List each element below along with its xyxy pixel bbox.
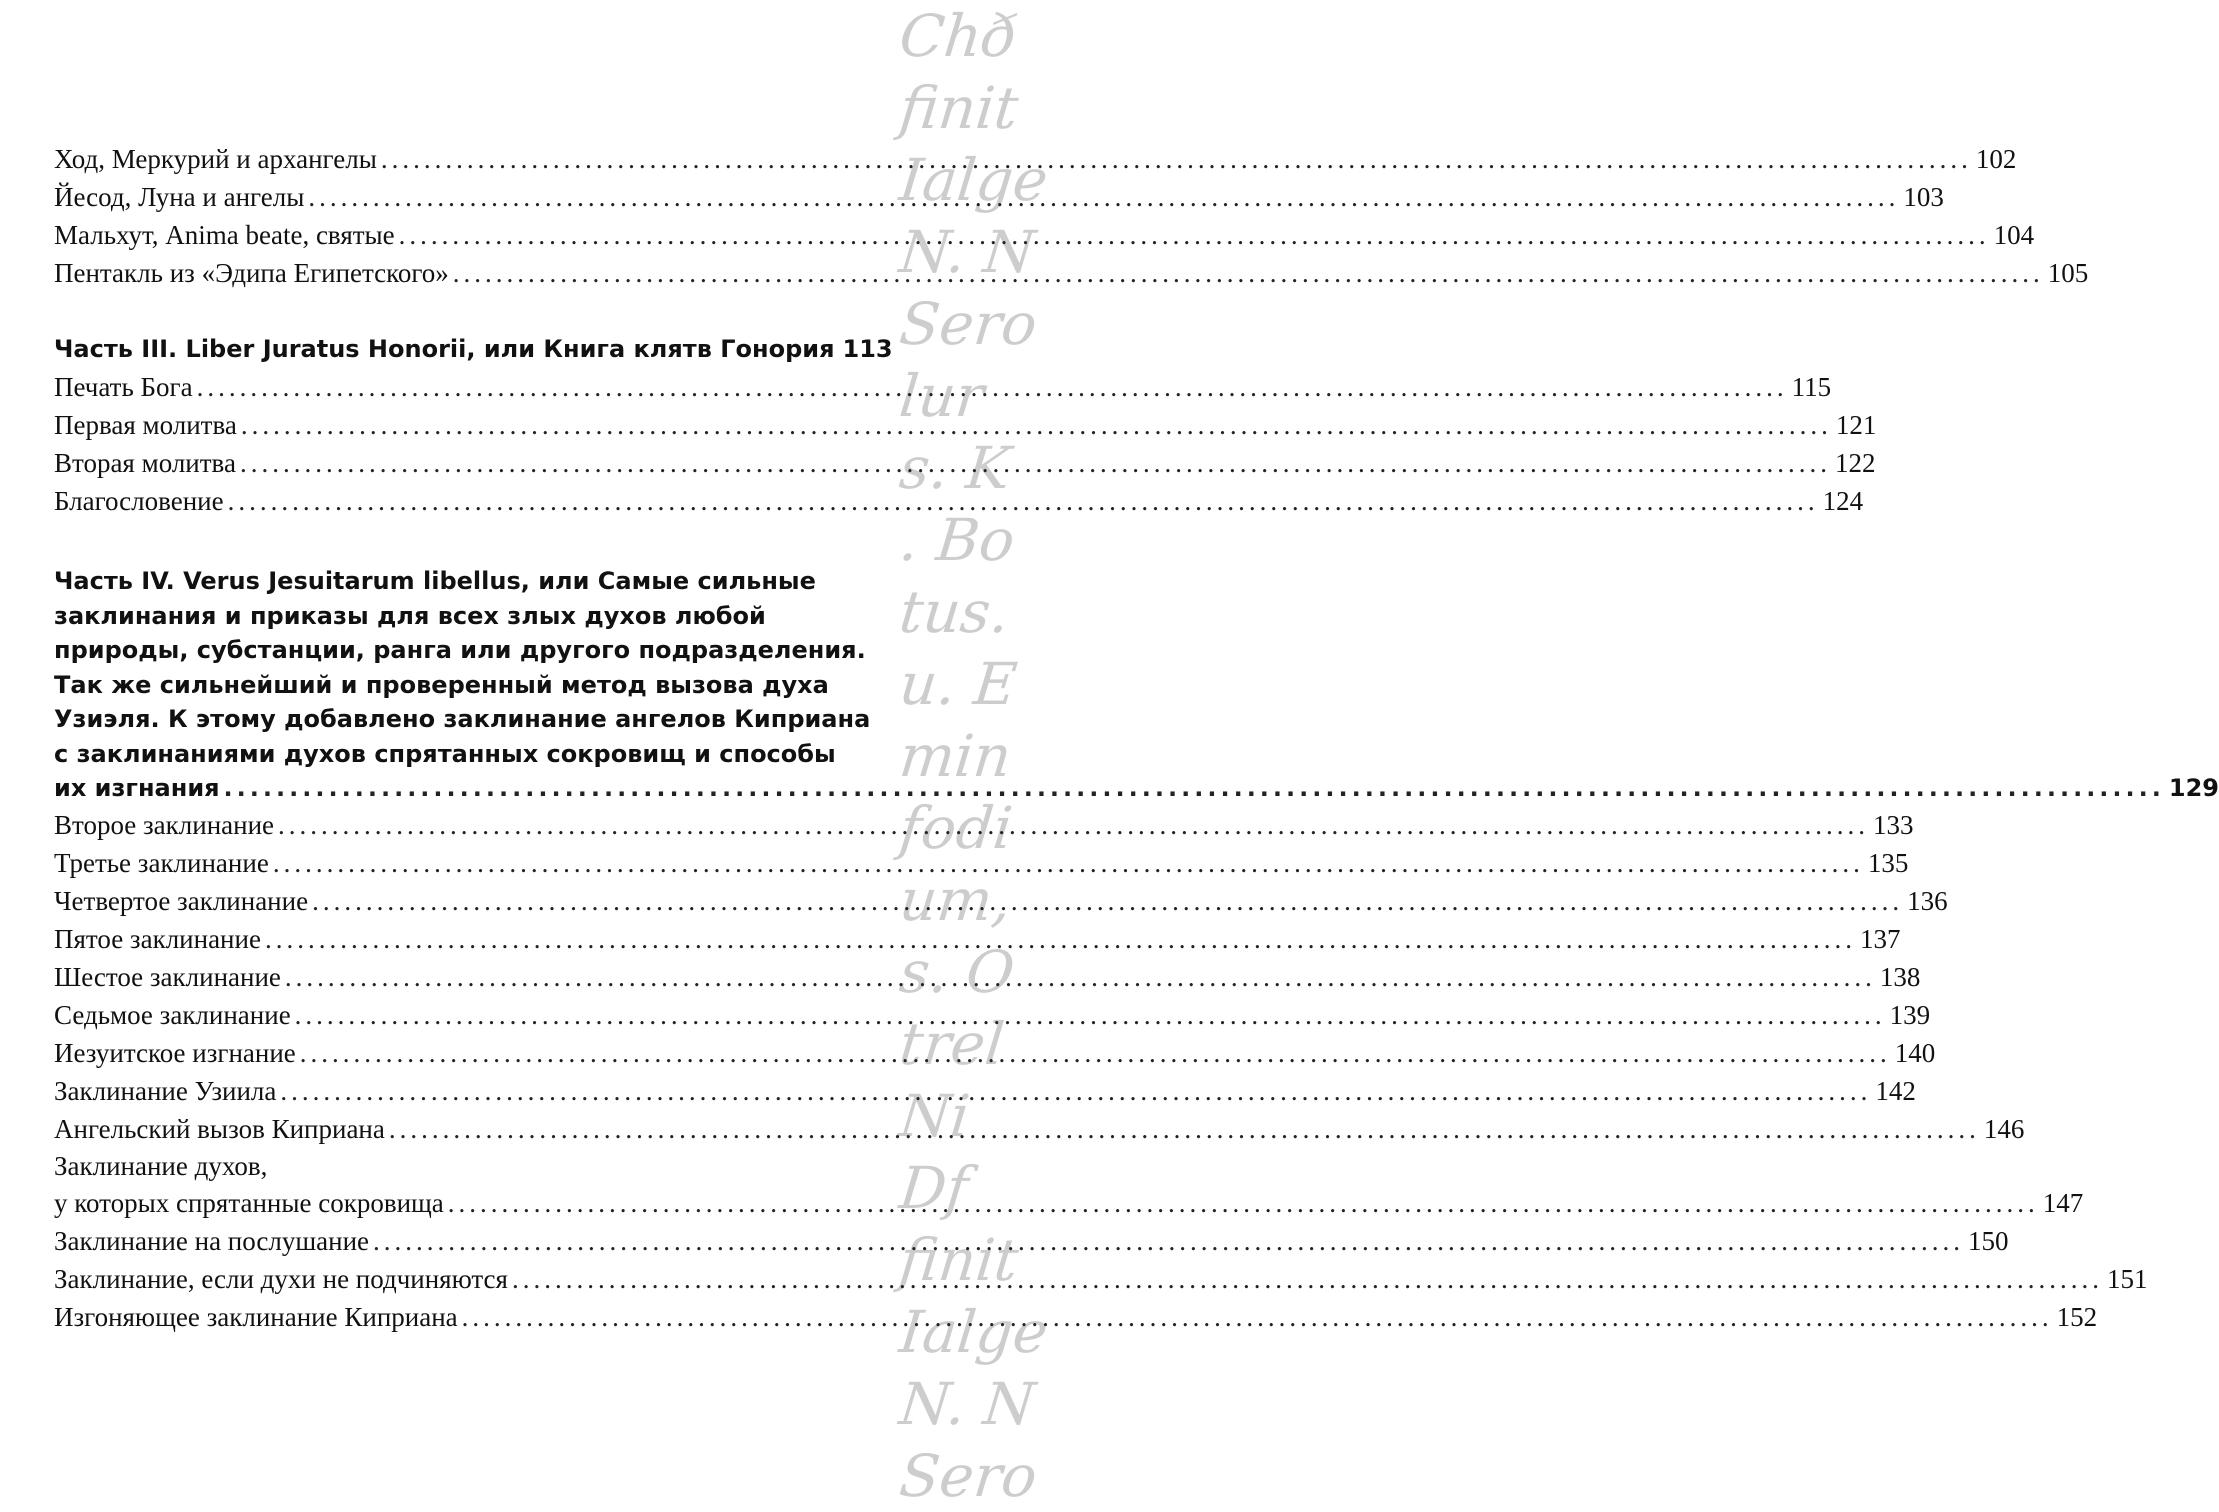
toc-entry[interactable] [54,482,1864,520]
toc-part-title: Часть III. Liber Juratus Honorii, или Книга клятв Гонория [54,335,835,363]
dot-leader [285,958,1876,996]
toc-entry-title: Благословение [54,486,224,516]
dot-leader [240,444,1831,482]
toc-entry[interactable] [54,140,2017,178]
toc-entry-title: Третье заклинание [54,847,269,878]
toc-entry[interactable] [54,958,1921,996]
toc-page-number: 102 [1975,144,2017,174]
dot-leader [241,406,1832,444]
toc-page-number: 103 [1903,182,1944,212]
toc-page-number: 152 [2056,1301,2098,1332]
toc-entry[interactable] [54,1298,2098,1336]
toc-page-number: 150 [1968,1225,2009,1256]
toc-entry-continuation [54,1184,2084,1222]
toc-entry-title: Ангельский вызов Киприана [54,1113,385,1144]
toc-entry[interactable] [54,1034,1936,1072]
toc-part-title-line: природы, субстанции, ранга или другого подразделения. [54,636,866,664]
toc-entry-title: Ход, Меркурий и архангелы [54,144,377,174]
toc-entry-title: Заклинание, если духи не подчиняются [54,1263,508,1294]
dot-leader [295,996,1886,1034]
toc-entry[interactable] [54,1222,2009,1260]
toc-page-number: 142 [1875,1075,1916,1106]
toc-entry-title: Йесод, Луна и ангелы [54,182,305,212]
toc-page-number: 151 [2106,1263,2148,1294]
toc-entry-title: Заклинание на послушание [54,1225,370,1256]
dot-leader [381,140,1972,178]
toc-page-number: 137 [1859,923,1901,954]
toc-page-number: 124 [1822,486,1864,516]
dot-leader [197,368,1788,406]
toc-entry[interactable] [54,1148,2084,1222]
toc-entry-title: Заклинание духов, [54,1150,268,1181]
toc-part-title-line: с заклинаниями духов спрятанных сокровищ и способы [54,739,836,768]
toc-part-title-line: заклинания и приказы для всех злых духов любой [54,601,766,630]
toc-part-heading[interactable] [54,330,893,368]
dot-leader [280,1072,1871,1110]
toc-entry[interactable] [54,920,1901,958]
toc-page-number: 115 [1791,372,1832,402]
toc-entry-title: Первая молитва [54,410,237,440]
toc-part-title-line: Часть IV. Verus Jesuitarum libellus, или Самые сильные [54,567,816,595]
toc-page-number: 122 [1834,448,1876,478]
toc-page-number: 139 [1889,999,1931,1030]
toc-entry-title: у которых спрятанные сокровища [54,1187,444,1218]
toc-part-heading[interactable] [54,564,2219,806]
toc-entry-title: Изгоняющее заклинание Киприана [54,1301,458,1332]
dot-leader [448,1184,2039,1222]
dot-leader [453,254,2044,292]
toc-entry-title: Четвертое заклинание [54,885,309,916]
section-gap [54,292,866,330]
dot-leader [308,178,1899,216]
dot-leader [273,844,1864,882]
toc-entry-title: Пятое заклинание [54,923,261,954]
toc-entry-title: Пентакль из «Эдипа Египетского» [54,258,449,288]
toc-entry[interactable] [54,844,1909,882]
toc-page-number: 146 [1983,1113,2025,1144]
toc-page-number: 147 [2042,1187,2084,1218]
toc-entry-title: Мальхут, Anima beate, святые [54,220,395,250]
toc-part-title-line: их изгнания [54,774,220,802]
toc-entry-title: Вторая молитва [54,448,236,478]
dot-leader [265,920,1856,958]
toc-page-number: 113 [842,335,893,363]
toc-entry-title: Иезуитское изгнание [54,1037,296,1068]
toc-entry[interactable] [54,1260,2148,1298]
toc-part-title-line: Так же сильнейший и проверенный метод вызова духа [54,670,829,699]
dot-leader [389,1110,1980,1148]
toc-page-number: 135 [1867,847,1909,878]
dot-leader [462,1298,2053,1336]
toc-page-number: 129 [2168,774,2219,802]
toc-entry[interactable] [54,806,1914,844]
toc-entry[interactable] [54,368,1832,406]
toc-page-number: 138 [1879,961,1921,992]
toc-entry[interactable] [54,178,1944,216]
dot-leader [224,771,2165,806]
toc-entry-title: Второе заклинание [54,809,275,840]
dot-leader [228,482,1819,520]
dot-leader [373,1222,1964,1260]
toc-page-number: 121 [1835,410,1877,440]
toc-page-number: 133 [1873,809,1914,840]
dot-leader [312,882,1903,920]
toc-page-number: 136 [1907,885,1948,916]
dot-leader [399,216,1990,254]
toc-part-title-line: Узиэля. К этому добавлено заклинание ангелов Киприана [54,705,871,733]
toc-entry[interactable] [54,444,1876,482]
dot-leader [512,1260,2103,1298]
toc-page-number: 104 [1993,220,2035,250]
dot-leader [278,806,1869,844]
dot-leader [300,1034,1891,1072]
toc-part-last-line [54,771,2219,806]
background-gothic-script: Chð finit Ialge N. N Sero lur s. K . Bo tus. u. E min fodi um, s. O trel Ni Df finit Ialge N. N Sero [896,2,1052,1510]
toc-entry[interactable] [54,996,1931,1034]
toc-entry[interactable] [54,1110,2025,1148]
toc-entry[interactable] [54,1072,1916,1110]
toc-page-number: 140 [1894,1037,1936,1068]
section-gap [54,520,866,564]
toc-entry-title: Шестое заклинание [54,961,281,992]
toc-entry[interactable] [54,216,2035,254]
toc-entry-title: Седьмое заклинание [54,999,291,1030]
toc-entry[interactable] [54,406,1877,444]
toc-page-number: 105 [2047,258,2089,288]
toc-entry[interactable] [54,882,1948,920]
toc-entry-title: Печать Бога [54,372,193,402]
toc-entry[interactable] [54,254,2089,292]
toc-entry-title: Заклинание Узиила [54,1075,277,1106]
